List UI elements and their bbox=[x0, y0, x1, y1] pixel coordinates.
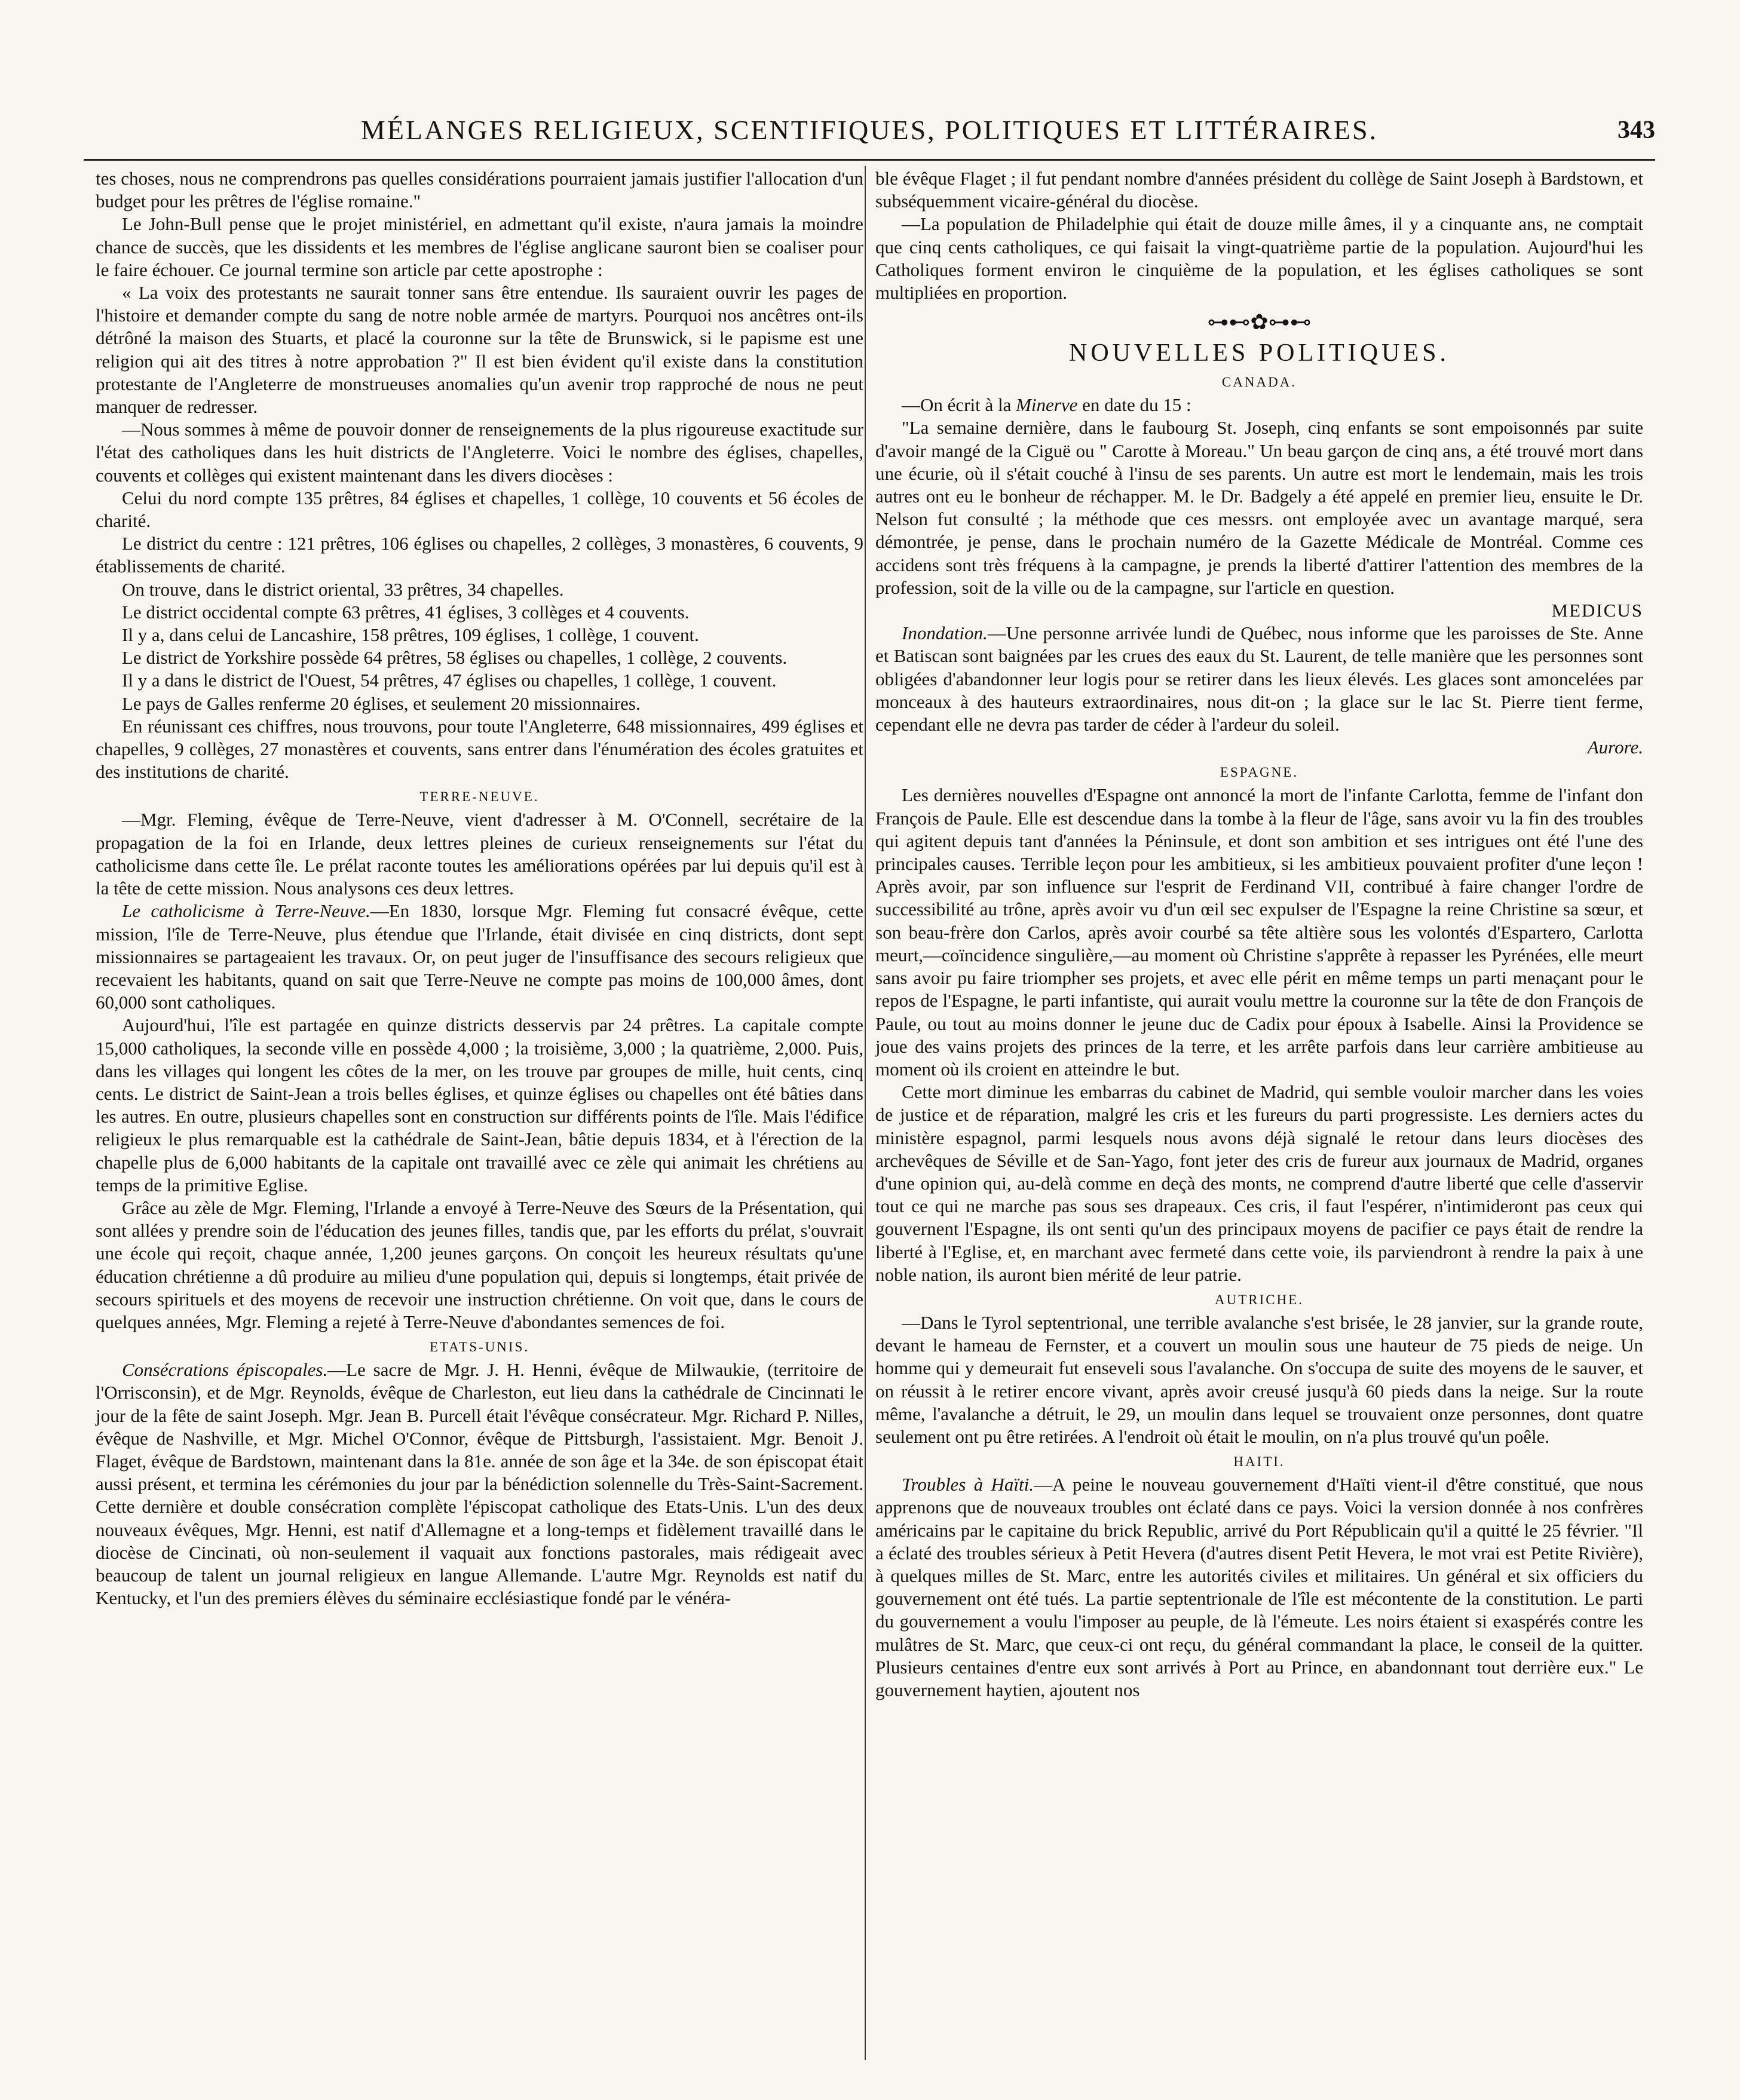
article-paragraph: Les dernières nouvelles d'Espagne ont annoncé la mort de l'infante Carlotta, femme de l'infant don François de Paule. Elle est descendue dans la tombe à la fleur de l'âge, sans avoir vu la fin des troubles qui agitent depuis tant d'années la Péninsule, et dont son ambition et ses intrigues ont été l'une des principales causes. Terrible leçon pour les ambitieux, si les ambitieux pouvaient profiter d'une leçon ! Après avoir, par son influence sur l'esprit de Ferdinand VII, contribué à faire changer l'ordre de successibilité au trône, après avoir vu d'un œil sec expulser de l'Espagne la reine Christine sa sœur, et son beau-frère don Carlos, après avoir courbé sa tête altière sous les volontés d'Espartero, Carlotta meurt,—coïncidence singulière,—au moment où Christine s'apprête à repasser les Pyrénées, elle meurt sans avoir pu faire triompher ses projets, et avec elle périt en même temps un parti menaçant pour le repos de l'Espagne, le parti infantiste, qui aurait voulu mettre la couronne sur la tête de don François de Paule, ou tout au moins donner le jeune duc de Cadix pour époux à Isabelle. Ainsi la Providence se joue des vains projets des princes de la terre, et les arrête parfois dans leur carrière ambitieuse au moment où ils croient en atteindre le but. bbox=[875, 784, 1643, 1080]
article-paragraph: Cette mort diminue les embarras du cabinet de Madrid, qui semble vouloir marcher dans les voies de justice et de réparation, malgré les cris et les fureurs du parti progressiste. Les derniers actes du ministère espagnol, parmi lesquels nous avons déjà signalé le retour dans leurs diocèses des archevêques de Séville et de San-Yago, font jeter des cris de fureur aux journaux de Madrid, organes d'une opinion qui, au-delà comme en deçà des monts, ne comprend d'autre liberté que celle d'asservir tout ce qui ne marche pas sous ses drapeaux. Ces cris, il faut l'espérer, n'intimideront pas ceux qui gouvernent l'Espagne, ils ont senti qu'un des principaux moyens de pacifier ce pays était de rendre la liberté à l'Eglise, et, en marchant avec fermeté dans cette voie, ils parviendront à rendre la paix à une noble nation, ils auront bien mérité de leur patrie. bbox=[875, 1081, 1643, 1285]
header-title: MÉLANGES RELIGIEUX, SCENTIFIQUES, POLITIQUES ET LITTÉRAIRES. bbox=[360, 115, 1378, 145]
section-heading-terre-neuve: TERRE-NEUVE. bbox=[419, 789, 540, 805]
article-paragraph: Le district occidental compte 63 prêtres, 41 églises, 3 collèges et 4 couvents. bbox=[122, 601, 690, 623]
right-column bbox=[875, 167, 1643, 1702]
article-body: —Une personne arrivée lundi de Québec, nous informe que les paroisses de Ste. Anne et Batiscan sont baignées par les crues des eaux du St. Laurent, de telle manière que les personnes sont obligées d'abandonner leur logis pour se retirer dans les lieux élevés. Les glaces sont amoncelées par monceaux à des hauteurs extraordinaires, nous dit-on ; la glace sur le lac St. Pierre tient ferme, cependant elle ne devra pas tarder de céder à l'ardeur du soleil. bbox=[875, 623, 1643, 735]
article-lead-in: Inondation. bbox=[902, 623, 988, 644]
article-paragraph: « La voix des protestants ne saurait tonner sans être entendue. Ils sauraient ouvrir les pages de l'histoire et demander compte du sang de notre noble armée de martyrs. Pourquoi nos ancêtres ont-ils détrôné la maison des Stuarts, et placé la couronne sur la tête de Brunswick, si le papisme est une religion qui ait des titres à notre approbation ?" Il est bien évident qu'il existe dans la constitution protestante de l'Angleterre de monstrueuses anomalies qu'un avenir trop rapproché de nous ne peut manquer de redresser. bbox=[96, 282, 863, 418]
article-paragraph bbox=[96, 1359, 863, 1610]
header-rule bbox=[84, 159, 1655, 161]
ornament-divider: ⊶⊷✿⊶⊷ bbox=[1207, 310, 1312, 335]
article-paragraph: —Dans le Tyrol septentrional, une terrible avalanche s'est brisée, le 28 janvier, sur la grande route, devant le hameau de Fernster, et a couvert un moulin sous une hauteur de 75 pieds de neige. Un homme qui y demeurait fut enseveli sous l'avalanche. On s'occupa de suite des moyens de le sauver, et on réussit à le retirer encore vivant, après avoir creusé jusqu'à 60 pieds dans la neige. Sur la route même, l'avalanche a détruit, le 29, un moulin dans lequel se trouvaient onze personnes, dont quatre seulement ont pu être retirées. A l'endroit où était le moulin, on n'a plus trouvé qu'un poêle. bbox=[875, 1311, 1643, 1447]
article-body: —A peine le nouveau gouvernement d'Haïti vient-il d'être constitué, que nous apprenons que de nouveaux troubles ont éclaté dans ce pays. Voici la version donnée à nos confrères américains par le capitaine du brick Republic, arrivé du Port Républicain qu'il a quitté le 25 février. "Il a éclaté des troubles sérieux à Petit Hevera (d'autres disent Petit Hevera, le mot vrai est Petite Rivière), à quelques milles de St. Marc, entre les autorités civiles et militaires. Un général et six officiers du gouvernement ont été tués. La partie septentrionale de l'île est mécontente de la constitution. Le parti du gouvernement a voulu l'imposer au peuple, de là l'émeute. Les noirs étaient si exaspérés contre les mulâtres de St. Marc, que ceux-ci ont reçu, du général commandant la place, le conseil de la quitter. Plusieurs centaines d'entre eux sont arrivés à Port au Prince, en abandonnant tout derrière eux." Le gouvernement haytien, ajoutent nos bbox=[875, 1474, 1644, 1700]
article-paragraph: "La semaine dernière, dans le faubourg St. Joseph, cinq enfants se sont empoisonnés par suite d'avoir mangé de la Ciguë ou " Carotte à Moreau." Un beau garçon de cinq ans, a été trouvé mort dans une écurie, où il s'était couché à l'insu de ses parents. Un autre est mort le lendemain, mais les trois autres ont eu le bonheur de réchapper. M. le Dr. Badgely a été appelé en premier lieu, ensuite le Dr. Nelson fut consulté ; la méthode que ces messrs. ont employée avec un avantage marqué, sera démontrée, je pense, dans le prochain numéro de la Gazette Médicale de Montréal. Comme ces accidens sont très fréquens à la campagne, je prends la liberté d'attirer l'attention des membres de la profession, soit de la ville ou de la campagne, sur l'article en question. bbox=[875, 417, 1643, 598]
article-paragraph: ble évêque Flaget ; il fut pendant nombre d'années président du collège de Saint Joseph à Bardstown, et subséquemment vicaire-général du diocèse. bbox=[875, 168, 1643, 212]
article-paragraph: —Nous sommes à même de pouvoir donner de renseignements de la plus rigoureuse exactitude sur l'état des catholiques dans les huit districts de l'Angleterre. Voici le nombre des églises, chapelles, couvents et collèges qui existent maintenant dans les divers diocèses : bbox=[96, 419, 863, 486]
article-paragraph bbox=[96, 900, 863, 1014]
article-paragraph: Le district du centre : 121 prêtres, 106 églises ou chapelles, 2 collèges, 3 monastères, 6 couvents, 9 établissements de charité. bbox=[96, 533, 863, 577]
article-body: —En 1830, lorsque Mgr. Fleming fut consacré évêque, cette mission, l'île de Terre-Neuve, plus étendue que l'Irlande, était divisée en cinq districts, dont sept missionnaires se partageaient les travaux. Or, on peut juger de l'insuffisance des secours religieux que recevaient les habitants, quand on sait que Terre-Neuve ne compte pas moins de 100,000 âmes, dont 60,000 sont catholiques. bbox=[96, 900, 863, 1013]
article-signature: Aurore. bbox=[1587, 737, 1643, 758]
article-paragraph: Celui du nord compte 135 prêtres, 84 églises et chapelles, 1 collège, 10 couvents et 56 écoles de charité. bbox=[96, 487, 863, 532]
article-paragraph: —La population de Philadelphie qui était de douze mille âmes, il y a cinquante ans, ne comptait que cinq cents catholiques, ce qui faisait la vingt-quatrième partie de la population. Aujourd'hui les Catholiques forment environ le cinquième de la population, et les églises catholiques se sont multipliées en proportion. bbox=[875, 213, 1643, 303]
article-paragraph: tes choses, nous ne comprendrons pas quelles considérations pourraient jamais justifier l'allocation d'un budget pour les prêtres de l'église romaine." bbox=[96, 168, 863, 212]
section-heading-autriche: AUTRICHE. bbox=[1214, 1292, 1304, 1307]
article-paragraph: En réunissant ces chiffres, nous trouvons, pour toute l'Angleterre, 648 missionnaires, 499 églises et chapelles, 9 collèges, 27 monastères et couvents, sans entrer dans l'énumération des écoles gratuites et des institutions de charité. bbox=[96, 715, 863, 783]
article-lead-in: Consécrations épiscopales. bbox=[122, 1359, 328, 1381]
article-paragraph: Il y a dans le district de l'Ouest, 54 prêtres, 47 églises ou chapelles, 1 collège, 1 couvent. bbox=[122, 670, 777, 691]
article-lead-in: Le catholicisme à Terre-Neuve. bbox=[122, 900, 370, 922]
article-paragraph bbox=[875, 622, 1643, 736]
article-paragraph: Il y a, dans celui de Lancashire, 158 prêtres, 109 églises, 1 collège, 1 couvent. bbox=[122, 624, 699, 646]
article-body: en date du 15 : bbox=[1077, 394, 1191, 416]
article-signature: MEDICUS bbox=[1551, 600, 1643, 621]
newspaper-name: Minerve bbox=[1016, 394, 1078, 416]
section-heading-canada: CANADA. bbox=[1221, 375, 1297, 390]
page-number: 343 bbox=[1618, 117, 1655, 144]
section-heading-nouvelles-politiques: NOUVELLES POLITIQUES. bbox=[1069, 339, 1450, 367]
article-paragraph bbox=[875, 394, 1643, 416]
article-body: —Le sacre de Mgr. J. H. Henni, évêque de Milwaukie, (territoire de l'Orrisconsin), et de Mgr. Reynolds, évêque de Charleston, eut lieu dans la cathédrale de Cincinnati le jour de la fête de saint Joseph. Mgr. Jean B. Purcell était l'évêque consécrateur. Mgr. Richard P. Nilles, évêque de Nashville, et Mgr. Michel O'Connor, évêque de Pittsburgh, l'assistaient. Mgr. Benoit J. Flaget, évêque de Bardstown, maintenant dans la 81e. année de son âge et la 34e. de son épiscopat était aussi présent, et termina les cérémonies du jour par la bénédiction solennelle du Très-Saint-Sacrement. Cette dernière et double consécration complète l'épiscopat catholique des Etats-Unis. L'un des deux nouveaux évêques, Mgr. Henni, est natif d'Allemagne et a long-temps et fidèlement travaillé dans le diocèse de Cincinati, où non-seulement il vaquait aux fonctions pastorales, mais rédigeait avec beaucoup de talent un journal religieux en langue Allemande. L'autre Mgr. Reynolds est natif du Kentucky, et l'un des premiers élèves du séminaire ecclésiastique fondé par le vénéra- bbox=[96, 1359, 863, 1609]
article-paragraph: Aujourd'hui, l'île est partagée en quinze districts desservis par 24 prêtres. La capitale compte 15,000 catholiques, la seconde ville en possède 4,000 ; la troisième, 3,000 ; la quatrième, 2,000. Puis, dans les villages qui longent les côtes de la mer, on les trouve par groupes de mille, huit cents, cinq cents. Le district de Saint-Jean a trois belles églises, et quinze églises ou chapelles ont été bâties dans les autres. En outre, plusieurs chapelles sont en construction sur différents points de l'île. Mais l'édifice religieux le plus remarquable est la cathédrale de Saint-Jean, bâtie depuis 1834, et à l'érection de la chapelle plus de 6,000 habitants de la capitale ont travaillé avec ce zèle qui animait les chrétiens au temps de la primitive Eglise. bbox=[96, 1014, 863, 1195]
article-paragraph: Le district de Yorkshire possède 64 prêtres, 58 églises ou chapelles, 1 collège, 2 couvents. bbox=[122, 647, 788, 669]
section-heading-etats-unis: ETATS-UNIS. bbox=[429, 1339, 530, 1355]
section-heading-haiti: HAITI. bbox=[1233, 1454, 1285, 1470]
article-lead-in: Troubles à Haïti. bbox=[902, 1474, 1034, 1495]
left-column bbox=[96, 167, 863, 1610]
article-paragraph: Grâce au zèle de Mgr. Fleming, l'Irlande a envoyé à Terre-Neuve des Sœurs de la Présentation, qui sont allées y prendre soin de l'éducation des jeunes filles, tandis que, par les efforts du prélat, s'ouvrait une école qui reçoit, chaque année, 1,200 jeunes garçons. On conçoit les heureux résultats qu'une éducation chrétienne a dû produire au milieu d'une population qui, depuis si longtemps, était privée de secours spirituels et des moyens de recevoir une instruction chrétienne. On voit que, dans le cours de quelques années, Mgr. Fleming a rejeté à Terre-Neuve d'abondantes semences de foi. bbox=[96, 1197, 863, 1332]
column-divider bbox=[865, 166, 866, 2060]
article-paragraph: Le pays de Galles renferme 20 églises, et seulement 20 missionnaires. bbox=[122, 692, 641, 714]
article-paragraph bbox=[875, 1473, 1643, 1702]
article-paragraph: —Mgr. Fleming, évêque de Terre-Neuve, vient d'adresser à M. O'Connell, secrétaire de la propagation de la foi en Irlande, deux lettres pleines de curieux renseignements sur l'état du catholicisme dans cette île. Le prélat raconte toutes les améliorations opérées par lui depuis qu'il est à la tête de cette mission. Nous analysons ces deux lettres. bbox=[96, 809, 863, 899]
page-header bbox=[84, 114, 1655, 155]
section-heading-espagne: ESPAGNE. bbox=[1220, 765, 1299, 780]
article-paragraph: On trouve, dans le district oriental, 33 prêtres, 34 chapelles. bbox=[122, 578, 564, 600]
article-paragraph: Le John-Bull pense que le projet ministériel, en admettant qu'il existe, n'aura jamais la moindre chance de succès, que les dissidents et les membres de l'église anglicane sauront bien se coaliser pour le faire échouer. Ce journal termine son article par cette apostrophe : bbox=[96, 213, 863, 280]
article-body: —On écrit à la bbox=[902, 394, 1016, 416]
